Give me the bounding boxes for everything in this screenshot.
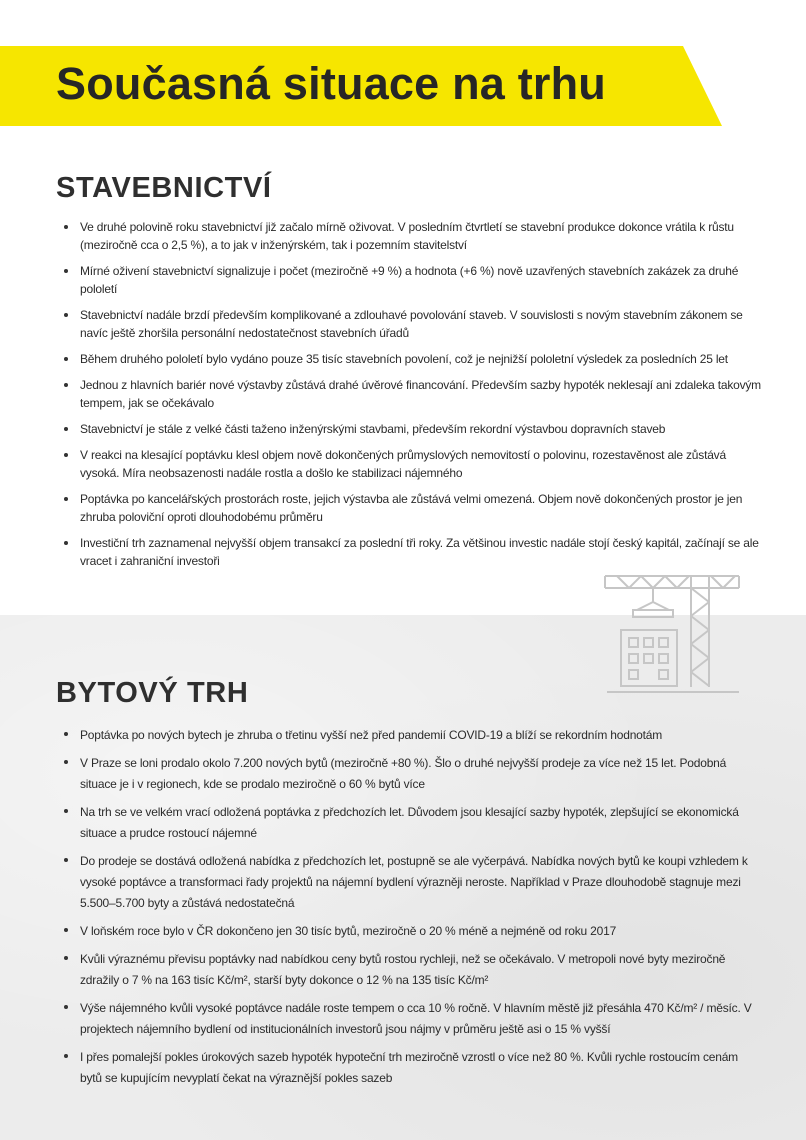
section-heading-stavebnictvi: STAVEBNICTVÍ xyxy=(56,172,272,204)
page-title: Současná situace na trhu xyxy=(56,58,606,109)
list-item: V reakci na klesající poptávku klesl objem nově dokončených průmyslových nemovitostí o polovinu, rozestavěnost ale zůstává vysoká. Míra neobsazenosti nadále rostla a došlo ke stabilizaci nájemného xyxy=(62,446,762,482)
list-item: V Praze se loni prodalo okolo 7.200 nových bytů (meziročně +80 %). Šlo o druhé nejvyšší prodeje za více než 15 let. Podobná situace je i v regionech, kde se prodalo meziročně o 60 % bytů více xyxy=(62,753,762,795)
list-item: Mírné oživení stavebnictví signalizuje i počet (meziročně +9 %) a hodnota (+6 %) nově uzavřených stavebních zakázek za druhé pololetí xyxy=(62,262,762,298)
list-item: Během druhého pololetí bylo vydáno pouze 35 tisíc stavebních povolení, což je nejnižší pololetní výsledek za posledních 25 let xyxy=(62,350,762,368)
list-item: Ve druhé polovině roku stavebnictví již začalo mírně oživovat. V posledním čtvrtletí se stavební produkce dokonce vrátila k růstu (meziročně cca o 2,5 %), a to jak v inženýrském, tak i pozemním stavitelství xyxy=(62,218,762,254)
list-item: I přes pomalejší pokles úrokových sazeb hypoték hypoteční trh meziročně vzrostl o více než 80 %. Kvůli rychle rostoucím cenám bytů se kupujícím nevyplatí čekat na výraznější pokles sazeb xyxy=(62,1047,762,1089)
list-item: Do prodeje se dostává odložená nabídka z předchozích let, postupně se ale vyčerpává. Nabídka nových bytů ke koupi vzhledem k vysoké poptávce a transformaci řady projektů na nájemní bydlení výrazněji neroste. Například v Praze dlouhodobě stagnuje mezi 5.500–5.700 byty a zůstává nedostatečná xyxy=(62,851,762,914)
list-item: Na trh se ve velkém vrací odložená poptávka z předchozích let. Důvodem jsou klesající sazby hypoték, zlepšující se ekonomická situace a prudce rostoucí nájemné xyxy=(62,802,762,844)
list-item: Stavebnictví nadále brzdí především komplikované a zdlouhavé povolování staveb. V souvislosti s novým stavebním zákonem se navíc ještě zhoršila personální nedostatečnost stavebních úřadů xyxy=(62,306,762,342)
list-item: V loňském roce bylo v ČR dokončeno jen 30 tisíc bytů, meziročně o 20 % méně a nejméně od roku 2017 xyxy=(62,921,762,942)
list-item: Stavebnictví je stále z velké části taženo inženýrskými stavbami, především rekordní výstavbou dopravních staveb xyxy=(62,420,762,438)
stavebnictvi-list xyxy=(62,218,762,578)
list-item: Poptávka po kancelářských prostorách roste, jejich výstavba ale zůstává velmi omezená. Objem nově dokončených prostor je jen zhruba poloviční oproti dlouhodobému průměru xyxy=(62,490,762,526)
list-item: Jednou z hlavních bariér nové výstavby zůstává drahé úvěrové financování. Především sazby hypoték neklesají ani zdaleka takovým tempem, jak se očekávalo xyxy=(62,376,762,412)
list-item: Poptávka po nových bytech je zhruba o třetinu vyšší než před pandemií COVID-19 a blíží se rekordním hodnotám xyxy=(62,725,762,746)
list-item: Kvůli výraznému převisu poptávky nad nabídkou ceny bytů rostou rychleji, než se očekávalo. V metropoli nové byty meziročně zdražily o 7 % na 163 tisíc Kč/m², starší byty dokonce o 12 % na 135 tisíc Kč/m² xyxy=(62,949,762,991)
list-item: Výše nájemného kvůli vysoké poptávce nadále roste tempem o cca 10 % ročně. V hlavním městě již přesáhla 470 Kč/m² / měsíc. V projektech nájemního bydlení od institucionálních investorů jsou nájmy v průměru ještě asi o 15 % vyšší xyxy=(62,998,762,1040)
construction-crane-icon xyxy=(603,572,741,697)
section-heading-bytovy-trh: BYTOVÝ TRH xyxy=(56,677,249,709)
bytovy-trh-list xyxy=(62,725,762,1096)
list-item: Investiční trh zaznamenal nejvyšší objem transakcí za poslední tři roky. Za většinou investic nadále stojí český kapitál, začínají se ale vracet i zahraniční investoři xyxy=(62,534,762,570)
